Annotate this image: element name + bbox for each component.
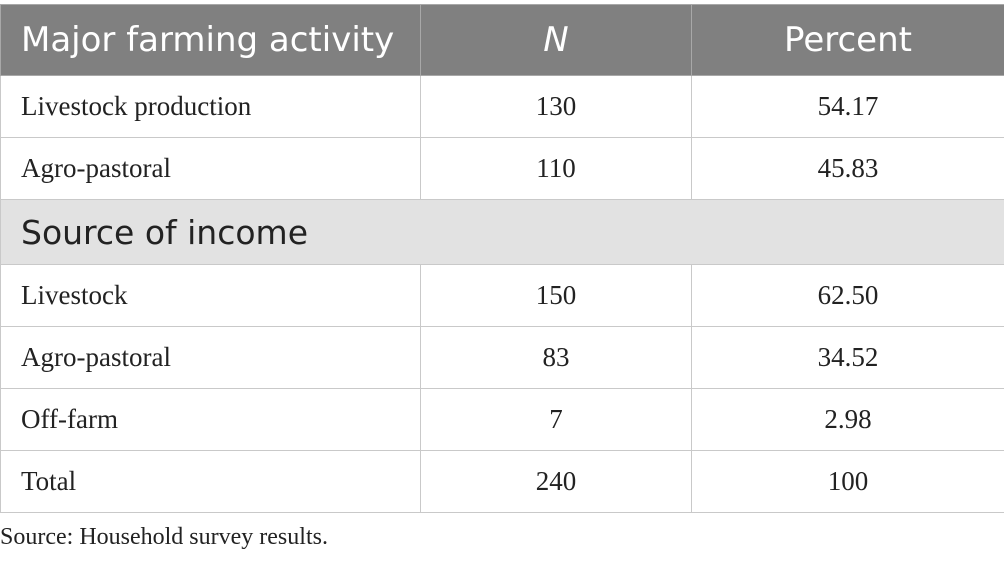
table-row: [1, 389, 1004, 451]
row-n: 83: [421, 327, 692, 389]
row-n: 150: [421, 265, 692, 327]
table-row: [1, 327, 1004, 389]
row-label: Off-farm: [1, 389, 421, 451]
row-percent: 54.17: [692, 76, 1004, 138]
row-percent: 2.98: [692, 389, 1004, 451]
row-percent: 62.50: [692, 265, 1004, 327]
row-label: Livestock production: [1, 76, 421, 138]
table-row: [1, 138, 1004, 200]
section-title: Source of income: [1, 200, 1004, 265]
row-n: 130: [421, 76, 692, 138]
row-label: Total: [1, 451, 421, 513]
farming-activity-table: [0, 4, 1004, 513]
row-label: Agro-pastoral: [1, 138, 421, 200]
row-label: Livestock: [1, 265, 421, 327]
row-percent: 45.83: [692, 138, 1004, 200]
row-n: 240: [421, 451, 692, 513]
table-header-row: [1, 5, 1004, 76]
row-percent: 34.52: [692, 327, 1004, 389]
table-row: [1, 76, 1004, 138]
section-row-source-of-income: [1, 200, 1004, 265]
header-major-farming-activity: Major farming activity: [1, 5, 421, 76]
header-percent: Percent: [692, 5, 1004, 76]
table-row-total: [1, 451, 1004, 513]
table-footnote: Source: Household survey results.: [0, 524, 328, 550]
header-n: N: [421, 5, 692, 76]
row-n: 7: [421, 389, 692, 451]
row-percent: 100: [692, 451, 1004, 513]
table-row: [1, 265, 1004, 327]
row-label: Agro-pastoral: [1, 327, 421, 389]
row-n: 110: [421, 138, 692, 200]
